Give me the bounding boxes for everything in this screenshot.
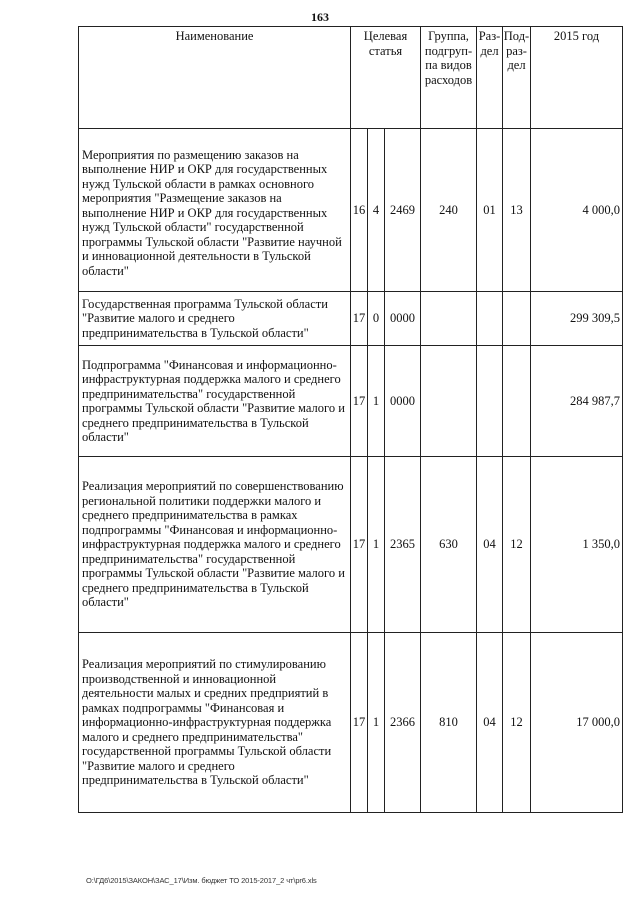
page-number: 163 [311, 10, 329, 24]
row-code-subprogram: 1 [368, 346, 385, 457]
header-target-article: Целевая статья [351, 27, 421, 129]
row-amount: 1 350,0 [531, 457, 623, 633]
row-code-direction: 2366 [385, 633, 421, 813]
row-name: Реализация мероприятий по совершенствованию региональной политики поддержки малого и среднего предпринимательства в рамках подпрограммы "Финансовая и информационно-инфраструктурная поддержка малого и среднего предпринимательства" государственной программы Тульской области "Развитие малого и среднего предпринимательства в Тульской области" [79, 457, 351, 633]
row-amount: 17 000,0 [531, 633, 623, 813]
row-subsection: 12 [503, 633, 531, 813]
row-expense-group: 810 [421, 633, 477, 813]
row-section [477, 346, 503, 457]
header-name: Наименование [79, 27, 351, 129]
row-code-program: 17 [351, 292, 368, 346]
row-expense-group [421, 292, 477, 346]
row-code-subprogram: 1 [368, 633, 385, 813]
header-row [79, 27, 623, 129]
row-code-program: 17 [351, 633, 368, 813]
header-section: Раз-дел [477, 27, 503, 129]
row-amount: 284 987,7 [531, 346, 623, 457]
row-code-direction: 0000 [385, 292, 421, 346]
table-row [79, 457, 623, 633]
row-code-program: 17 [351, 457, 368, 633]
table-row [79, 292, 623, 346]
row-section [477, 292, 503, 346]
row-expense-group: 240 [421, 129, 477, 292]
row-name: Реализация мероприятий по стимулированию производственной и инновационной деятельности малых и средних предприятий в рамках подпрограммы "Финансовая и информационно-инфраструктурная поддержка малого и среднего предпринимательства" государственной программы Тульской области "Развитие малого и среднего предпринимательства в Тульской области" [79, 633, 351, 813]
row-amount: 4 000,0 [531, 129, 623, 292]
row-code-program: 16 [351, 129, 368, 292]
header-year: 2015 год [531, 27, 623, 129]
row-section: 04 [477, 633, 503, 813]
row-expense-group [421, 346, 477, 457]
row-subsection [503, 346, 531, 457]
budget-table [78, 26, 623, 813]
row-name: Подпрограмма "Финансовая и информационно-инфраструктурная поддержка малого и среднего предпринимательства" государственной программы Тульской области "Развитие малого и среднего предпринимательства в Тульской области" [79, 346, 351, 457]
table-row [79, 633, 623, 813]
row-amount: 299 309,5 [531, 292, 623, 346]
header-expense-group: Группа, подгруп-па видов расходов [421, 27, 477, 129]
row-section: 01 [477, 129, 503, 292]
row-code-direction: 2469 [385, 129, 421, 292]
row-section: 04 [477, 457, 503, 633]
row-code-program: 17 [351, 346, 368, 457]
row-code-subprogram: 0 [368, 292, 385, 346]
row-code-subprogram: 1 [368, 457, 385, 633]
row-name: Государственная программа Тульской области "Развитие малого и среднего предпринимательства в Тульской области" [79, 292, 351, 346]
table-row [79, 129, 623, 292]
table-row [79, 346, 623, 457]
row-subsection: 12 [503, 457, 531, 633]
row-name: Мероприятия по размещению заказов на выполнение НИР и ОКР для государственных нужд Тульской области в рамках основного мероприятия "Размещение заказов на выполнение НИР и ОКР для государственных нужд Тульской области" государственной программы Тульской области "Развитие научной и инновационной деятельности в Тульской области" [79, 129, 351, 292]
file-path-footer: O:\ГД6\2015\ЗАКОН\ЗАС_17\Изм. бюджет ТО 2015-2017_2 чт\pr6.xls [86, 876, 317, 885]
row-expense-group: 630 [421, 457, 477, 633]
row-code-direction: 0000 [385, 346, 421, 457]
row-code-direction: 2365 [385, 457, 421, 633]
row-subsection: 13 [503, 129, 531, 292]
header-subsection: Под-раз-дел [503, 27, 531, 129]
row-code-subprogram: 4 [368, 129, 385, 292]
row-subsection [503, 292, 531, 346]
